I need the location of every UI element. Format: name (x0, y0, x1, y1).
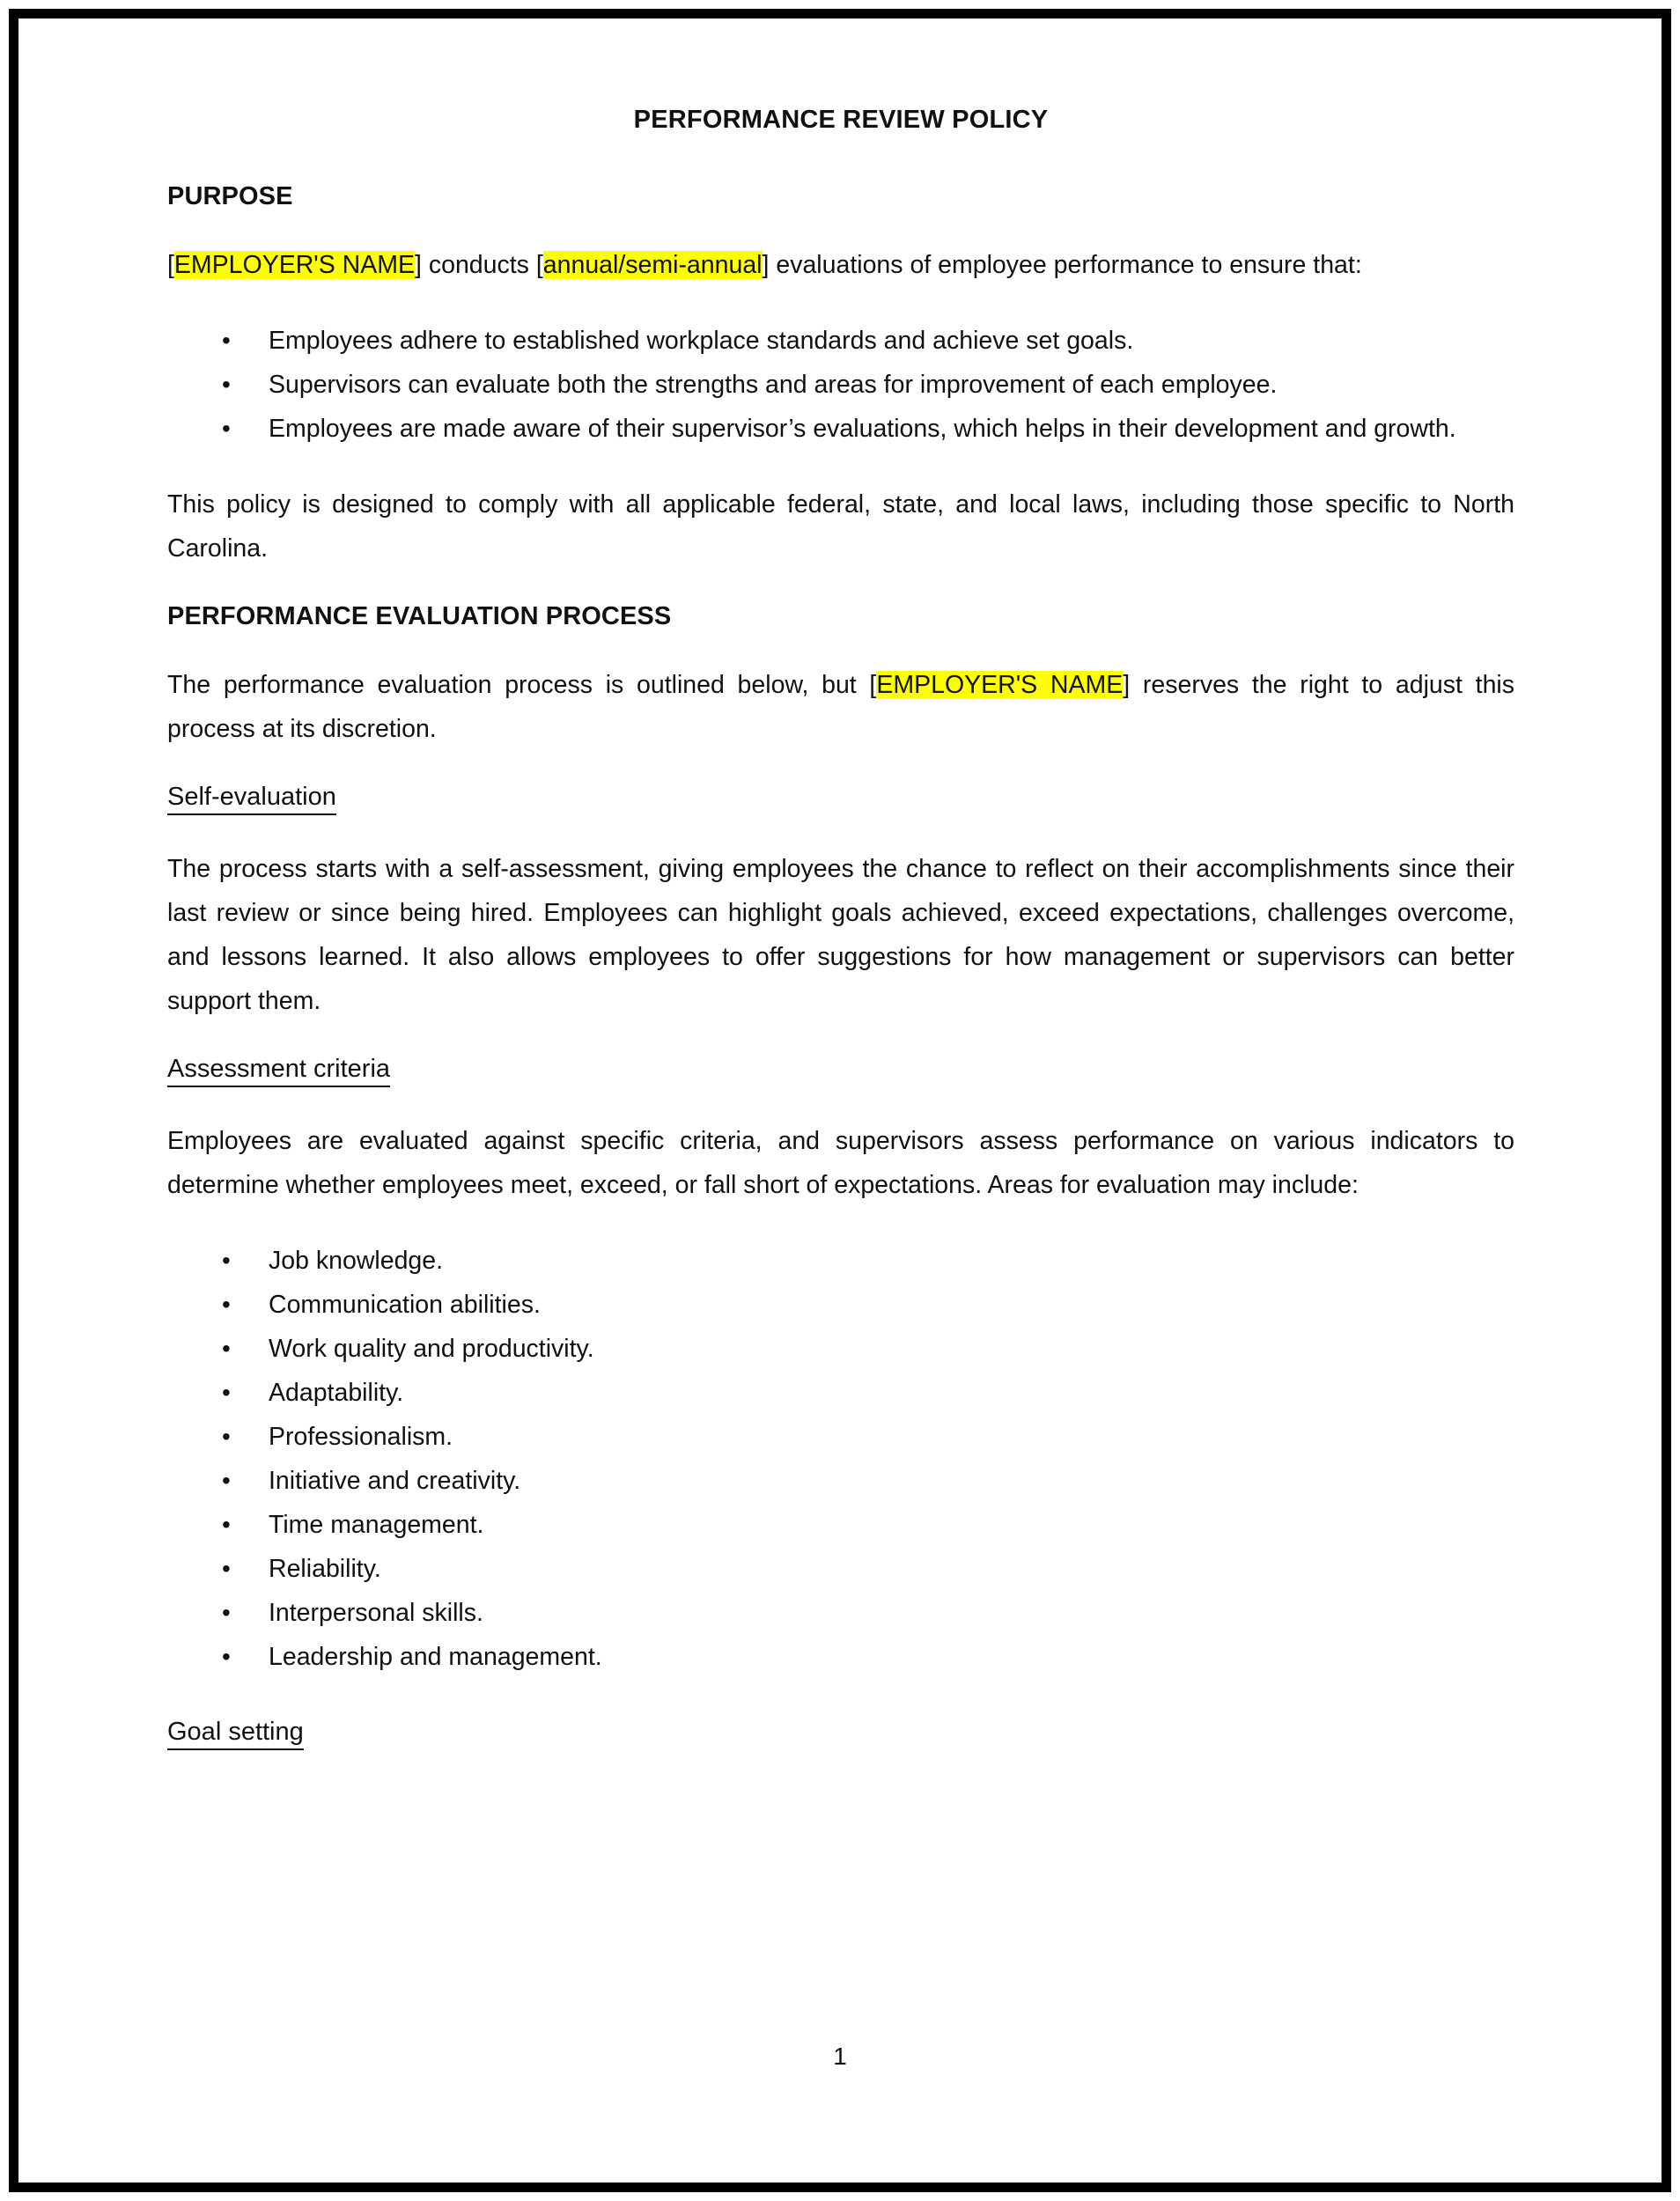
highlight-employer-name-2: EMPLOYER'S NAME (876, 671, 1124, 699)
highlight-employer-name-1: EMPLOYER'S NAME (173, 251, 416, 279)
sub-heading-self-evaluation: Self-evaluation (167, 783, 336, 815)
purpose-intro-part2: ] conducts [ (415, 251, 543, 279)
purpose-intro-paragraph (167, 243, 1514, 287)
list-item: • Interpersonal skills. (167, 1591, 1514, 1635)
sub-heading-wrap-assessment-criteria (167, 1055, 1514, 1087)
list-item: • Job knowledge. (167, 1239, 1514, 1283)
sub-heading-wrap-self-evaluation (167, 783, 1514, 815)
purpose-intro-part1: [ (167, 251, 174, 279)
section-heading-evaluation-process: PERFORMANCE EVALUATION PROCESS (167, 602, 672, 630)
list-item: • Communication abilities. (167, 1283, 1514, 1327)
list-item: • Professionalism. (167, 1415, 1514, 1459)
spacer (167, 1711, 1514, 1718)
purpose-bullet-list (167, 319, 1514, 451)
self-evaluation-paragraph: The process starts with a self-assessment, giving employees the chance to reflect on their accomplishments since their last review or since being hired. Employees can highlight goals achieved, exceed expectations, challenges overcome, and lessons learned. It also allows employees to offer suggestions for how management or supervisors can better support them. (167, 855, 1514, 1015)
list-item: • Work quality and productivity. (167, 1327, 1514, 1371)
purpose-closing-paragraph: This policy is designed to comply with all applicable federal, state, and local laws, including those specific to North Carolina. (167, 490, 1514, 563)
list-item: • Reliability. (167, 1547, 1514, 1591)
evaluation-intro-part1: The performance evaluation process is outlined below, but [ (167, 671, 877, 699)
list-item: • Leadership and management. (167, 1635, 1514, 1679)
list-item: • Time management. (167, 1503, 1514, 1547)
list-item: • Employees are made aware of their supervisor’s evaluations, which helps in their development and growth. (167, 407, 1514, 451)
list-item: • Initiative and creativity. (167, 1459, 1514, 1503)
highlight-annual-semi-annual: annual/semi-annual (542, 251, 763, 279)
sub-heading-goal-setting: Goal setting (167, 1718, 304, 1750)
sub-heading-assessment-criteria: Assessment criteria (167, 1055, 390, 1087)
list-item: • Employees adhere to established workplace standards and achieve set goals. (167, 319, 1514, 363)
list-item: • Supervisors can evaluate both the strengths and areas for improvement of each employee. (167, 363, 1514, 407)
page-title: PERFORMANCE REVIEW POLICY (633, 106, 1049, 134)
assessment-criteria-paragraph: Employees are evaluated against specific criteria, and supervisors assess performance on various indicators to determine whether employees meet, exceed, or fall short of expectations. Areas for evaluation may include: (167, 1127, 1514, 1199)
page-number: 1 (833, 2043, 847, 2070)
section-heading-purpose: PURPOSE (167, 182, 293, 210)
evaluation-process-intro-paragraph (167, 663, 1514, 751)
document-content (167, 106, 1514, 1782)
list-item: • Adaptability. (167, 1371, 1514, 1415)
purpose-intro-part3: ] evaluations of employee performance to ensure that: (762, 251, 1362, 279)
assessment-criteria-bullet-list (167, 1239, 1514, 1679)
evaluation-intro-part2: ] reserves the right to adjust this process at its discretion. (167, 671, 1514, 743)
sub-heading-wrap-goal-setting (167, 1718, 1514, 1750)
